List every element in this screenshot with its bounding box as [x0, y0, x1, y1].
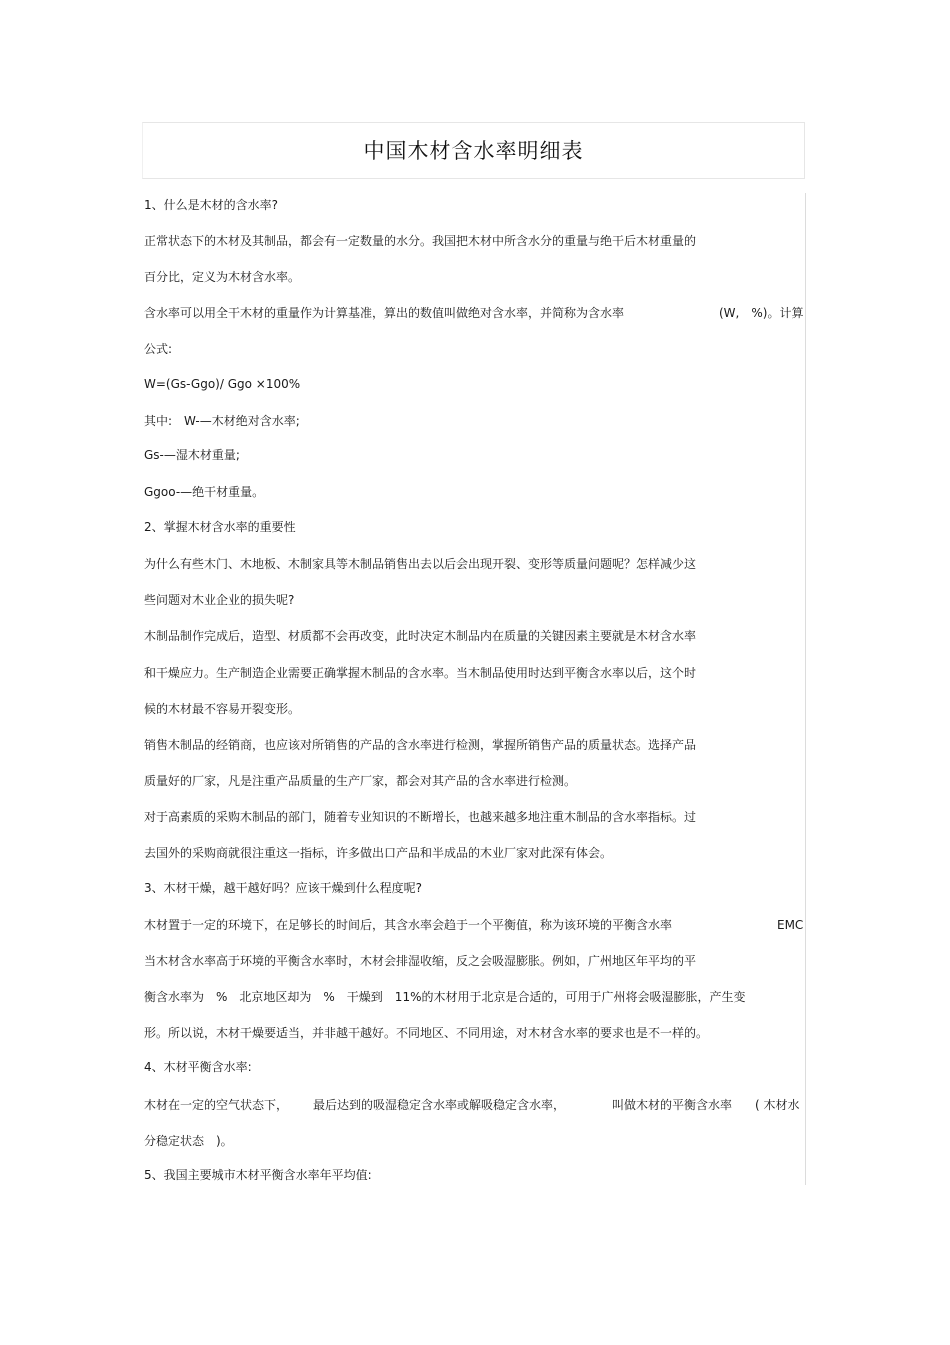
definition-line: Gs-—湿木材重量; [144, 448, 240, 462]
section-heading-5: 5、我国主要城市木材平衡含水率年平均值: [144, 1168, 372, 1182]
formula-line: W=(Gs-Ggo)/ Ggo ×100% [144, 377, 301, 391]
paragraph-line: 形。所以说，木材干燥要适当，并非越干越好。不同地区、不同用途，对木材含水率的要求也是不一样的。 [144, 1026, 709, 1040]
paragraph-line: 木材在一定的空气状态下， [144, 1098, 289, 1112]
paragraph-line: 对于高素质的采购木制品的部门，随着专业知识的不断增长，也越来越多地注重木制品的含水率指标。过 [144, 810, 697, 824]
paragraph-line-fragment: EMC [777, 918, 804, 932]
page-title: 中国木材含水率明细表 [363, 139, 584, 163]
paragraph-line: 分稳定状态 )。 [144, 1134, 233, 1148]
section-heading-3: 3、木材干燥，越干越好吗？应该干燥到什么程度呢? [144, 881, 423, 895]
paragraph-line: 公式: [144, 342, 173, 356]
definition-line: 其中: W-—木材绝对含水率; [144, 414, 300, 428]
paragraph-line: 木材置于一定的环境下，在足够长的时间后，其含水率会趋于一个平衡值，称为该环境的平衡含水率 [144, 918, 673, 932]
paragraph-line: 衡含水率为 % 北京地区却为 % 干燥到 11%的木材用于北京是合适的，可用于广州将会吸湿膨胀，产生变 [144, 990, 746, 1004]
paragraph-line-fragment: (W, %)。计算 [719, 306, 804, 320]
section-heading-1: 1、什么是木材的含水率? [144, 198, 279, 212]
paragraph-line: 木制品制作完成后，造型、材质都不会再改变，此时决定木制品内在质量的关键因素主要就是木材含水率 [144, 629, 697, 643]
paragraph-line: 销售木制品的经销商，也应该对所销售的产品的含水率进行检测，掌握所销售产品的质量状态。选择产品 [144, 738, 697, 752]
paragraph-line: 些问题对木业企业的损失呢? [144, 593, 295, 607]
paragraph-line: 含水率可以用全干木材的重量作为计算基准，算出的数值叫做绝对含水率，并简称为含水率 [144, 306, 625, 320]
paragraph-line-fragment: 最后达到的吸湿稳定含水率或解吸稳定含水率， [313, 1098, 566, 1112]
paragraph-line: 为什么有些木门、木地板、木制家具等木制品销售出去以后会出现开裂、变形等质量问题呢？怎样减少这 [144, 557, 697, 571]
title-box [142, 122, 805, 179]
paragraph-line-fragment: 叫做木材的平衡含水率 [612, 1098, 733, 1112]
paragraph-line: 质量好的厂家，凡是注重产品质量的生产厂家，都会对其产品的含水率进行检测。 [144, 774, 577, 788]
paragraph-line: 候的木材最不容易开裂变形。 [144, 702, 301, 716]
paragraph-line: 去国外的采购商就很注重这一指标，许多做出口产品和半成品的木业厂家对此深有体会。 [144, 846, 613, 860]
paragraph-line: 百分比，定义为木材含水率。 [144, 270, 301, 284]
paragraph-line: 和干燥应力。生产制造企业需要正确掌握木制品的含水率。当木制品使用时达到平衡含水率以后，这个时 [144, 666, 697, 680]
paragraph-line-fragment: ( 木材水 [755, 1098, 800, 1112]
definition-line: Ggoo-—绝干材重量。 [144, 485, 265, 499]
paragraph-line: 正常状态下的木材及其制品，都会有一定数量的水分。我国把木材中所含水分的重量与绝干后木材重量的 [144, 234, 697, 248]
paragraph-line: 当木材含水率高于环境的平衡含水率时，木材会排湿收缩，反之会吸湿膨胀。例如，广州地区年平均的平 [144, 954, 697, 968]
section-heading-2: 2、掌握木材含水率的重要性 [144, 520, 296, 534]
section-heading-4: 4、木材平衡含水率: [144, 1060, 252, 1074]
